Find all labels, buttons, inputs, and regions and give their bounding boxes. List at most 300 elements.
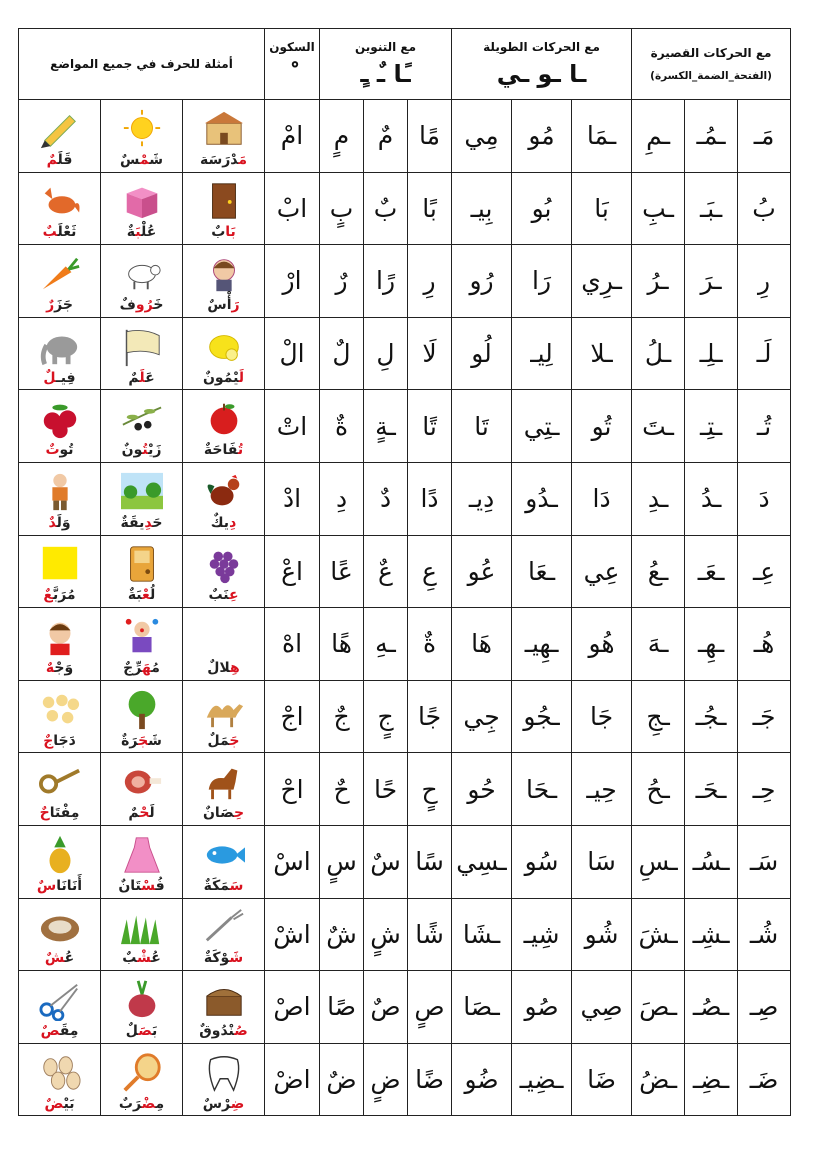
word-part: وَجْ bbox=[54, 659, 74, 676]
letters-body bbox=[19, 100, 791, 1116]
word-part: عَ bbox=[145, 369, 155, 386]
example-word bbox=[183, 297, 264, 313]
door-icon bbox=[200, 180, 248, 222]
example-word bbox=[19, 587, 100, 603]
letter-form-cell: اعْ bbox=[265, 535, 320, 608]
header-examples bbox=[19, 29, 265, 100]
example-word bbox=[101, 297, 182, 313]
word-part: بَ bbox=[152, 1022, 158, 1039]
highlighted-letter: حْ bbox=[139, 805, 150, 822]
letter-form-cell: رِ bbox=[408, 245, 452, 318]
example-word-cell bbox=[183, 172, 265, 245]
example-word bbox=[183, 1023, 264, 1039]
word-part: مُرَبَّ bbox=[52, 587, 76, 604]
nest-icon bbox=[36, 906, 84, 948]
example-word-cell bbox=[183, 898, 265, 971]
letter-form-cell: ـعَـ bbox=[685, 535, 738, 608]
highlighted-letter: مَ bbox=[238, 151, 248, 168]
word-part: أَنَانَا bbox=[56, 877, 83, 894]
example-word bbox=[101, 1096, 182, 1112]
letter-form-cell: شٌ bbox=[320, 898, 364, 971]
word-part: مٌ bbox=[128, 369, 140, 386]
letters-table bbox=[18, 28, 791, 1116]
highlighted-letter: لٌ bbox=[43, 369, 56, 386]
highlighted-letter: شْ bbox=[137, 950, 152, 967]
letter-form-cell: ابْ bbox=[265, 172, 320, 245]
highlighted-letter: صٌ bbox=[40, 1022, 60, 1039]
racket-icon bbox=[118, 1052, 166, 1094]
word-part: لٌ bbox=[125, 1022, 139, 1039]
example-word-cell bbox=[19, 317, 101, 390]
example-word-cell bbox=[19, 1043, 101, 1116]
letter-form-cell: هَا bbox=[452, 608, 512, 681]
example-word bbox=[101, 515, 182, 531]
letter-form-cell: مٌ bbox=[364, 100, 408, 173]
example-word bbox=[19, 297, 100, 313]
letter-form-cell: حًا bbox=[364, 753, 408, 826]
letter-form-cell: صِي bbox=[572, 971, 632, 1044]
sun-icon bbox=[118, 108, 166, 150]
example-word-cell bbox=[183, 1043, 265, 1116]
word-part: فٌ bbox=[119, 296, 136, 313]
header-tanween bbox=[320, 29, 452, 100]
letter-form-cell: لَـ bbox=[738, 317, 791, 390]
example-word-cell bbox=[183, 245, 265, 318]
letter-row bbox=[19, 608, 791, 681]
letter-form-cell: دٌ bbox=[364, 462, 408, 535]
grass-icon bbox=[118, 906, 166, 948]
letter-form-cell: لَا bbox=[408, 317, 452, 390]
highlighted-letter: جَ bbox=[229, 732, 240, 749]
letter-form-cell: جِي bbox=[452, 680, 512, 753]
word-part: مِقَ bbox=[59, 1022, 79, 1039]
letter-form-cell: ةٌ bbox=[320, 390, 364, 463]
letter-form-cell: ـدُ bbox=[685, 462, 738, 535]
letter-form-cell: جٍ bbox=[364, 680, 408, 753]
example-word-cell bbox=[101, 971, 183, 1044]
header-long-vowels-marks: ـا ـو ـي bbox=[496, 60, 587, 88]
letter-form-cell: اشْ bbox=[265, 898, 320, 971]
word-part: فَاحَةٌ bbox=[203, 442, 238, 459]
example-word bbox=[19, 733, 100, 749]
example-word bbox=[183, 224, 264, 240]
letter-form-cell: ـصُـ bbox=[685, 971, 738, 1044]
letter-row bbox=[19, 971, 791, 1044]
letter-form-cell: عٌ bbox=[364, 535, 408, 608]
letter-form-cell: جَا bbox=[572, 680, 632, 753]
word-part: مٌ bbox=[128, 805, 140, 822]
example-word-cell bbox=[101, 317, 183, 390]
letter-form-cell: رٌ bbox=[320, 245, 364, 318]
example-word bbox=[19, 1096, 100, 1112]
word-part: رَةٌ bbox=[121, 732, 139, 749]
eggs-icon bbox=[36, 1052, 84, 1094]
letter-form-cell: ـسِي bbox=[452, 825, 512, 898]
sheep-icon bbox=[118, 253, 166, 295]
letter-form-cell: سَـ bbox=[738, 825, 791, 898]
letter-form-cell: سَا bbox=[572, 825, 632, 898]
school-icon bbox=[200, 108, 248, 150]
example-word-cell bbox=[19, 608, 101, 681]
word-part: رِّجٌ bbox=[123, 659, 142, 676]
letter-form-cell: عًا bbox=[320, 535, 364, 608]
example-word bbox=[19, 660, 100, 676]
highlighted-letter: صُ bbox=[234, 1022, 248, 1039]
letter-form-cell: ـعُ bbox=[632, 535, 685, 608]
letter-form-cell: حِيـ bbox=[572, 753, 632, 826]
word-part: مِ bbox=[155, 1095, 165, 1112]
highlighted-letter: بَا bbox=[225, 224, 236, 241]
example-word-cell bbox=[183, 680, 265, 753]
letter-form-cell: سٍ bbox=[320, 825, 364, 898]
letter-form-cell: ـهِـ bbox=[685, 608, 738, 681]
word-part: بَيْ bbox=[63, 1095, 75, 1112]
header-short-vowels-sub: (الفتحة_الضمة_الكسرة) bbox=[650, 70, 772, 82]
letter-form-cell: تَا bbox=[452, 390, 512, 463]
letter-form-cell: ـدُو bbox=[512, 462, 572, 535]
word-part: سٌ bbox=[120, 151, 140, 168]
letter-form-cell: ـبِ bbox=[632, 172, 685, 245]
word-part: يكٌ bbox=[210, 514, 230, 531]
highlighted-letter: حِ bbox=[233, 805, 245, 822]
letter-form-cell: جٌ bbox=[320, 680, 364, 753]
letter-form-cell: دِ bbox=[320, 462, 364, 535]
letter-form-cell: حُو bbox=[452, 753, 512, 826]
apple-icon bbox=[200, 398, 248, 440]
example-word bbox=[19, 442, 100, 458]
example-word-cell bbox=[183, 971, 265, 1044]
letter-form-cell: ـضِـ bbox=[685, 1043, 738, 1116]
word-part: خَ bbox=[153, 296, 164, 313]
letter-form-cell: دَ bbox=[738, 462, 791, 535]
letter-form-cell: عُو bbox=[452, 535, 512, 608]
word-part: لُ bbox=[149, 587, 156, 604]
example-word bbox=[101, 660, 182, 676]
word-part: قَلَ bbox=[57, 151, 73, 168]
olive-icon bbox=[118, 398, 166, 440]
letter-row bbox=[19, 100, 791, 173]
tooth-icon bbox=[200, 1052, 248, 1094]
word-part: صَانٌ bbox=[202, 805, 234, 822]
letter-form-cell: ارْ bbox=[265, 245, 320, 318]
example-word bbox=[183, 587, 264, 603]
letter-form-cell: دًا bbox=[408, 462, 452, 535]
letter-form-cell: هُـ bbox=[738, 608, 791, 681]
letter-form-cell: بًا bbox=[408, 172, 452, 245]
letter-form-cell: لُو bbox=[452, 317, 512, 390]
header-sukun bbox=[265, 29, 320, 100]
letter-form-cell: ـصَ bbox=[632, 971, 685, 1044]
head-icon bbox=[200, 253, 248, 295]
example-word bbox=[19, 1023, 100, 1039]
letter-form-cell: ـرُ bbox=[632, 245, 685, 318]
example-word bbox=[101, 950, 182, 966]
letter-row bbox=[19, 317, 791, 390]
example-word-cell bbox=[183, 825, 265, 898]
highlighted-letter: بٌ bbox=[42, 224, 58, 241]
example-word bbox=[19, 950, 100, 966]
letter-form-cell: ضَا bbox=[572, 1043, 632, 1116]
letter-form-cell: بُ bbox=[738, 172, 791, 245]
letter-row bbox=[19, 462, 791, 535]
word-part: نَبٌ bbox=[208, 587, 229, 604]
word-part: ةٌ bbox=[126, 224, 136, 241]
example-word bbox=[183, 370, 264, 386]
letter-form-cell: مَـ bbox=[738, 100, 791, 173]
word-part: ثَعْلَ bbox=[57, 224, 77, 241]
face-icon bbox=[36, 616, 84, 658]
letter-form-cell: ـجُو bbox=[512, 680, 572, 753]
example-word-cell bbox=[101, 462, 183, 535]
letter-form-cell: صٍ bbox=[408, 971, 452, 1044]
letter-form-cell: ـدِ bbox=[632, 462, 685, 535]
word-part: بٌ bbox=[122, 950, 138, 967]
letter-form-cell: ـشَا bbox=[452, 898, 512, 971]
example-word bbox=[19, 805, 100, 821]
letter-form-cell: ـسِ bbox=[632, 825, 685, 898]
word-part: ونٌ bbox=[121, 442, 143, 459]
letter-form-cell: تًا bbox=[408, 390, 452, 463]
header-short-vowels bbox=[632, 29, 791, 100]
word-part: جَزَ bbox=[54, 296, 73, 313]
highlighted-letter: ضْ bbox=[141, 1095, 156, 1112]
letter-row bbox=[19, 898, 791, 971]
camel-icon bbox=[200, 689, 248, 731]
letter-form-cell: صٌ bbox=[364, 971, 408, 1044]
example-word-cell bbox=[183, 462, 265, 535]
example-word bbox=[101, 805, 182, 821]
highlighted-letter: دِ bbox=[144, 514, 153, 531]
example-word bbox=[101, 733, 182, 749]
letter-form-cell: ضُو bbox=[452, 1043, 512, 1116]
letter-form-cell: ـلُ bbox=[632, 317, 685, 390]
letter-form-cell: ـتِـ bbox=[685, 390, 738, 463]
word-part: بَةٌ bbox=[127, 587, 143, 604]
example-word-cell bbox=[19, 753, 101, 826]
word-part: فُ bbox=[155, 877, 165, 894]
chicks-icon bbox=[36, 689, 84, 731]
letter-form-cell: ـسُـ bbox=[685, 825, 738, 898]
garden-icon bbox=[118, 471, 166, 513]
highlighted-letter: سٌ bbox=[36, 877, 57, 894]
header-long-vowels-title: مع الحركات الطويلة bbox=[483, 40, 600, 54]
grapes-icon bbox=[200, 543, 248, 585]
letter-form-cell: ـشَ bbox=[632, 898, 685, 971]
letter-form-cell: ضٌ bbox=[320, 1043, 364, 1116]
worksheet bbox=[18, 28, 790, 1138]
letter-form-cell: شِيـ bbox=[512, 898, 572, 971]
word-part: شَ bbox=[149, 151, 163, 168]
word-part: زَيْ bbox=[148, 442, 162, 459]
highlighted-letter: تُ bbox=[237, 442, 244, 459]
example-word bbox=[183, 878, 264, 894]
letter-form-cell: جَـ bbox=[738, 680, 791, 753]
letter-form-cell: ـرَ bbox=[685, 245, 738, 318]
example-word-cell bbox=[19, 172, 101, 245]
example-word-cell bbox=[19, 390, 101, 463]
example-word-cell bbox=[101, 1043, 183, 1116]
word-part: لالٌ bbox=[207, 659, 231, 676]
example-word-cell bbox=[19, 535, 101, 608]
dress-icon bbox=[118, 834, 166, 876]
example-word-cell bbox=[183, 753, 265, 826]
word-part: شَ bbox=[148, 732, 162, 749]
letter-form-cell: صُو bbox=[512, 971, 572, 1044]
example-word-cell bbox=[19, 680, 101, 753]
example-word-cell bbox=[19, 245, 101, 318]
letter-form-cell: دِيـ bbox=[452, 462, 512, 535]
example-word-cell bbox=[101, 172, 183, 245]
rooster-icon bbox=[200, 471, 248, 513]
highlighted-letter: هٌ bbox=[45, 659, 55, 676]
letter-row bbox=[19, 753, 791, 826]
letter-form-cell: اهْ bbox=[265, 608, 320, 681]
letter-form-cell: ـعَا bbox=[512, 535, 572, 608]
meat-icon bbox=[118, 761, 166, 803]
highlighted-letter: هِ bbox=[230, 659, 240, 676]
highlighted-letter: عْ bbox=[142, 587, 150, 604]
letter-row bbox=[19, 245, 791, 318]
letter-form-cell: اصْ bbox=[265, 971, 320, 1044]
fox-icon bbox=[36, 180, 84, 222]
example-word bbox=[101, 442, 182, 458]
letter-form-cell: ـمُـ bbox=[685, 100, 738, 173]
fork-icon bbox=[200, 906, 248, 948]
highlighted-letter: رُو bbox=[135, 296, 154, 313]
example-word-cell bbox=[183, 608, 265, 681]
example-word-cell bbox=[183, 100, 265, 173]
horse-icon bbox=[200, 761, 248, 803]
chest-icon bbox=[200, 979, 248, 1021]
letter-form-cell: ـهِيـ bbox=[512, 608, 572, 681]
example-word-cell bbox=[101, 390, 183, 463]
highlighted-letter: ضٌ bbox=[44, 1095, 64, 1112]
example-word bbox=[183, 442, 264, 458]
letter-form-cell: مِي bbox=[452, 100, 512, 173]
header-sukun-mark: ْ bbox=[289, 60, 296, 88]
letter-form-cell: ضٍ bbox=[364, 1043, 408, 1116]
carrot-icon bbox=[36, 253, 84, 295]
letter-form-cell: لٌ bbox=[320, 317, 364, 390]
letter-form-cell: ةٌ bbox=[408, 608, 452, 681]
letter-form-cell: عِ bbox=[408, 535, 452, 608]
word-part: يقَةٌ bbox=[120, 514, 145, 531]
letter-form-cell: اتْ bbox=[265, 390, 320, 463]
letter-form-cell: سُو bbox=[512, 825, 572, 898]
letter-form-cell: بٌ bbox=[364, 172, 408, 245]
letter-form-cell: رُو bbox=[452, 245, 512, 318]
letter-form-cell: ـمِ bbox=[632, 100, 685, 173]
highlighted-letter: ضِ bbox=[230, 1095, 245, 1112]
letter-form-cell: ضَـ bbox=[738, 1043, 791, 1116]
letter-row bbox=[19, 825, 791, 898]
onion-icon bbox=[118, 979, 166, 1021]
letter-form-cell: ـتَ bbox=[632, 390, 685, 463]
highlighted-letter: صَ bbox=[138, 1022, 153, 1039]
highlighted-letter: مْ bbox=[139, 151, 150, 168]
example-word-cell bbox=[101, 898, 183, 971]
letter-form-cell: ـتِي bbox=[512, 390, 572, 463]
example-word bbox=[19, 152, 100, 168]
example-word-cell bbox=[101, 535, 183, 608]
square-icon bbox=[36, 543, 84, 585]
word-part: مَلٌ bbox=[207, 732, 230, 749]
highlighted-letter: رَ bbox=[231, 296, 240, 313]
highlighted-letter: جٌ bbox=[43, 732, 54, 749]
letter-row bbox=[19, 172, 791, 245]
letter-form-cell: صِـ bbox=[738, 971, 791, 1044]
example-word-cell bbox=[101, 680, 183, 753]
game-icon bbox=[118, 543, 166, 585]
word-part: وَلَ bbox=[56, 514, 71, 531]
letter-form-cell: ـحَا bbox=[512, 753, 572, 826]
letter-form-cell: ـمَا bbox=[572, 100, 632, 173]
letter-form-cell: دَا bbox=[572, 462, 632, 535]
example-word bbox=[19, 224, 100, 240]
lemon-icon bbox=[200, 326, 248, 368]
header-sukun-title: السكون bbox=[269, 40, 315, 54]
word-part: أْسٌ bbox=[207, 296, 232, 313]
word-part: تُو bbox=[59, 442, 74, 459]
letter-form-cell: ـشِـ bbox=[685, 898, 738, 971]
letter-row bbox=[19, 680, 791, 753]
letter-form-cell: هًا bbox=[320, 608, 364, 681]
highlighted-letter: لَ bbox=[238, 369, 245, 386]
letter-form-cell: ـهِ bbox=[364, 608, 408, 681]
letter-form-cell: رَا bbox=[512, 245, 572, 318]
word-part: عُ bbox=[151, 950, 161, 967]
header-short-vowels-title: مع الحركات القصيرة bbox=[650, 46, 772, 60]
word-part: حَ bbox=[152, 514, 163, 531]
example-word-cell bbox=[19, 462, 101, 535]
example-word-cell bbox=[19, 971, 101, 1044]
tree-icon bbox=[118, 689, 166, 731]
highlighted-letter: حٌ bbox=[39, 805, 50, 822]
example-word-cell bbox=[101, 825, 183, 898]
highlighted-letter: دِ bbox=[229, 514, 237, 531]
letter-form-cell: شٍ bbox=[364, 898, 408, 971]
letter-form-cell: اجْ bbox=[265, 680, 320, 753]
word-part: تَانٌ bbox=[118, 877, 142, 894]
letter-form-cell: مًا bbox=[408, 100, 452, 173]
letter-row bbox=[19, 535, 791, 608]
example-word bbox=[183, 950, 264, 966]
word-part: عُ bbox=[64, 950, 75, 967]
word-part: رَبٌ bbox=[118, 1095, 142, 1112]
example-word bbox=[101, 1023, 182, 1039]
letter-form-cell: حٌ bbox=[320, 753, 364, 826]
highlighted-letter: تُ bbox=[142, 442, 149, 459]
letter-form-cell: صًا bbox=[320, 971, 364, 1044]
letter-form-cell: بٍ bbox=[320, 172, 364, 245]
letter-form-cell: ـحَـ bbox=[685, 753, 738, 826]
letter-form-cell: سًا bbox=[408, 825, 452, 898]
highlighted-letter: رٌ bbox=[46, 296, 55, 313]
word-part: رْسٌ bbox=[202, 1095, 231, 1112]
highlighted-letter: لَ bbox=[139, 369, 146, 386]
highlighted-letter: شٌ bbox=[44, 950, 65, 967]
letter-form-cell: حٍ bbox=[408, 753, 452, 826]
example-word-cell bbox=[101, 245, 183, 318]
word-part: وْكَةٌ bbox=[203, 950, 230, 967]
letter-form-cell: ـرِي bbox=[572, 245, 632, 318]
letter-form-cell: ادْ bbox=[265, 462, 320, 535]
highlighted-letter: بَ bbox=[135, 224, 141, 241]
letter-form-cell: مٍ bbox=[320, 100, 364, 173]
word-part: دْرَسَة bbox=[199, 151, 239, 168]
example-word-cell bbox=[183, 317, 265, 390]
header-examples-title: أمثلة للحرف في جميع المواضع bbox=[50, 57, 233, 71]
